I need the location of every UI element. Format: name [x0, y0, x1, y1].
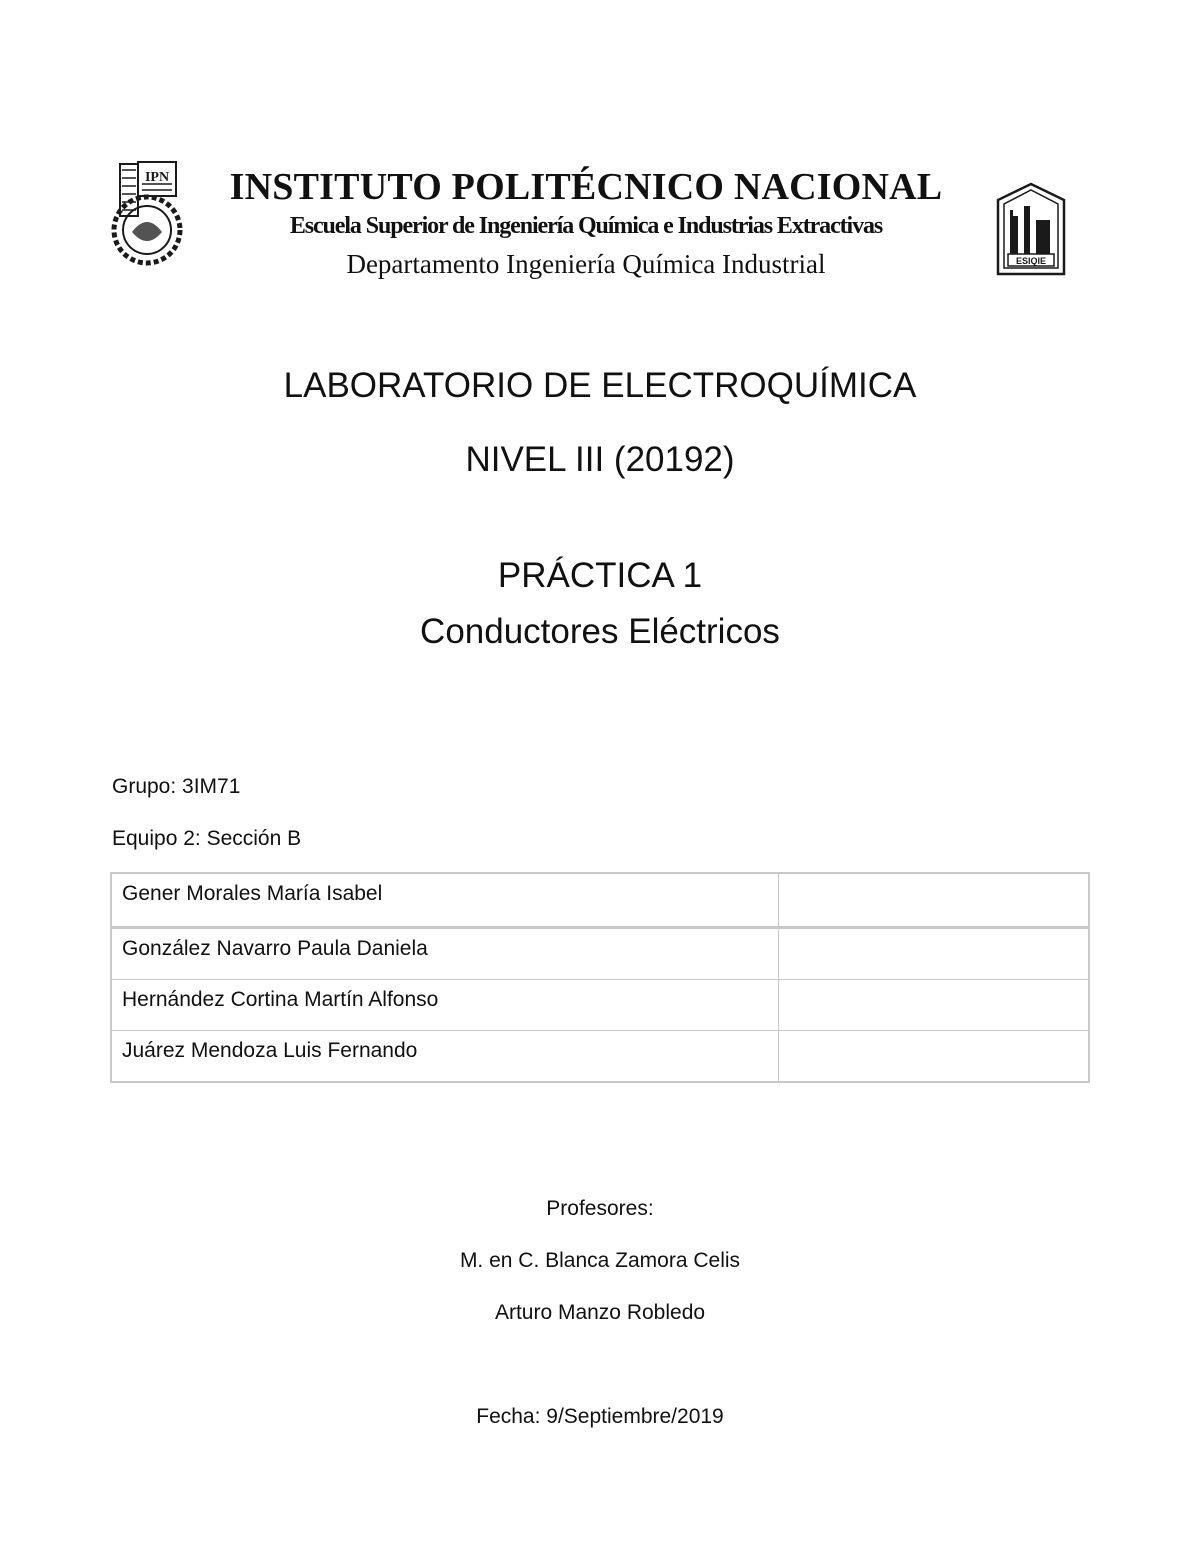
members-table: [110, 872, 1090, 1083]
signature-cell: [779, 928, 1089, 980]
table-row: [111, 928, 1089, 980]
department-name: Departamento Ingeniería Química Industrial: [346, 249, 826, 279]
professor-name: M. en C. Blanca Zamora Celis: [459, 1249, 741, 1272]
member-name: Juárez Mendoza Luis Fernando: [111, 1031, 779, 1083]
table-row: [111, 980, 1089, 1031]
member-name: Hernández Cortina Martín Alfonso: [111, 980, 779, 1031]
practice-title: PRÁCTICA 1: [497, 556, 703, 595]
practice-subject: Conductores Eléctricos: [420, 612, 780, 651]
table-row: [111, 873, 1089, 928]
svg-text:IPN: IPN: [144, 170, 170, 185]
member-name: Gener Morales María Isabel: [111, 873, 779, 928]
professor-name: Arturo Manzo Robledo: [494, 1301, 706, 1324]
signature-cell: [779, 980, 1089, 1031]
svg-text:ESIQIE: ESIQIE: [1015, 256, 1047, 266]
date-line: Fecha: 9/Septiembre/2019: [476, 1405, 724, 1428]
lab-title: LABORATORIO DE ELECTROQUÍMICA: [283, 366, 917, 405]
signature-cell: [779, 873, 1089, 928]
team-line: Equipo 2: Sección B: [112, 827, 302, 850]
group-line: Grupo: 3IM71: [112, 775, 241, 798]
member-name: González Navarro Paula Daniela: [111, 928, 779, 980]
signature-cell: [779, 1031, 1089, 1083]
institute-name: INSTITUTO POLITÉCNICO NACIONAL: [229, 166, 943, 208]
school-name: Escuela Superior de Ingeniería Química e Industrias Extractivas: [289, 213, 883, 239]
professors-label: Profesores:: [546, 1197, 654, 1220]
ipn-logo: [108, 160, 186, 268]
table-row: [111, 1031, 1089, 1083]
esiqie-logo: [994, 180, 1068, 276]
level-title: NIVEL III (20192): [465, 440, 735, 479]
